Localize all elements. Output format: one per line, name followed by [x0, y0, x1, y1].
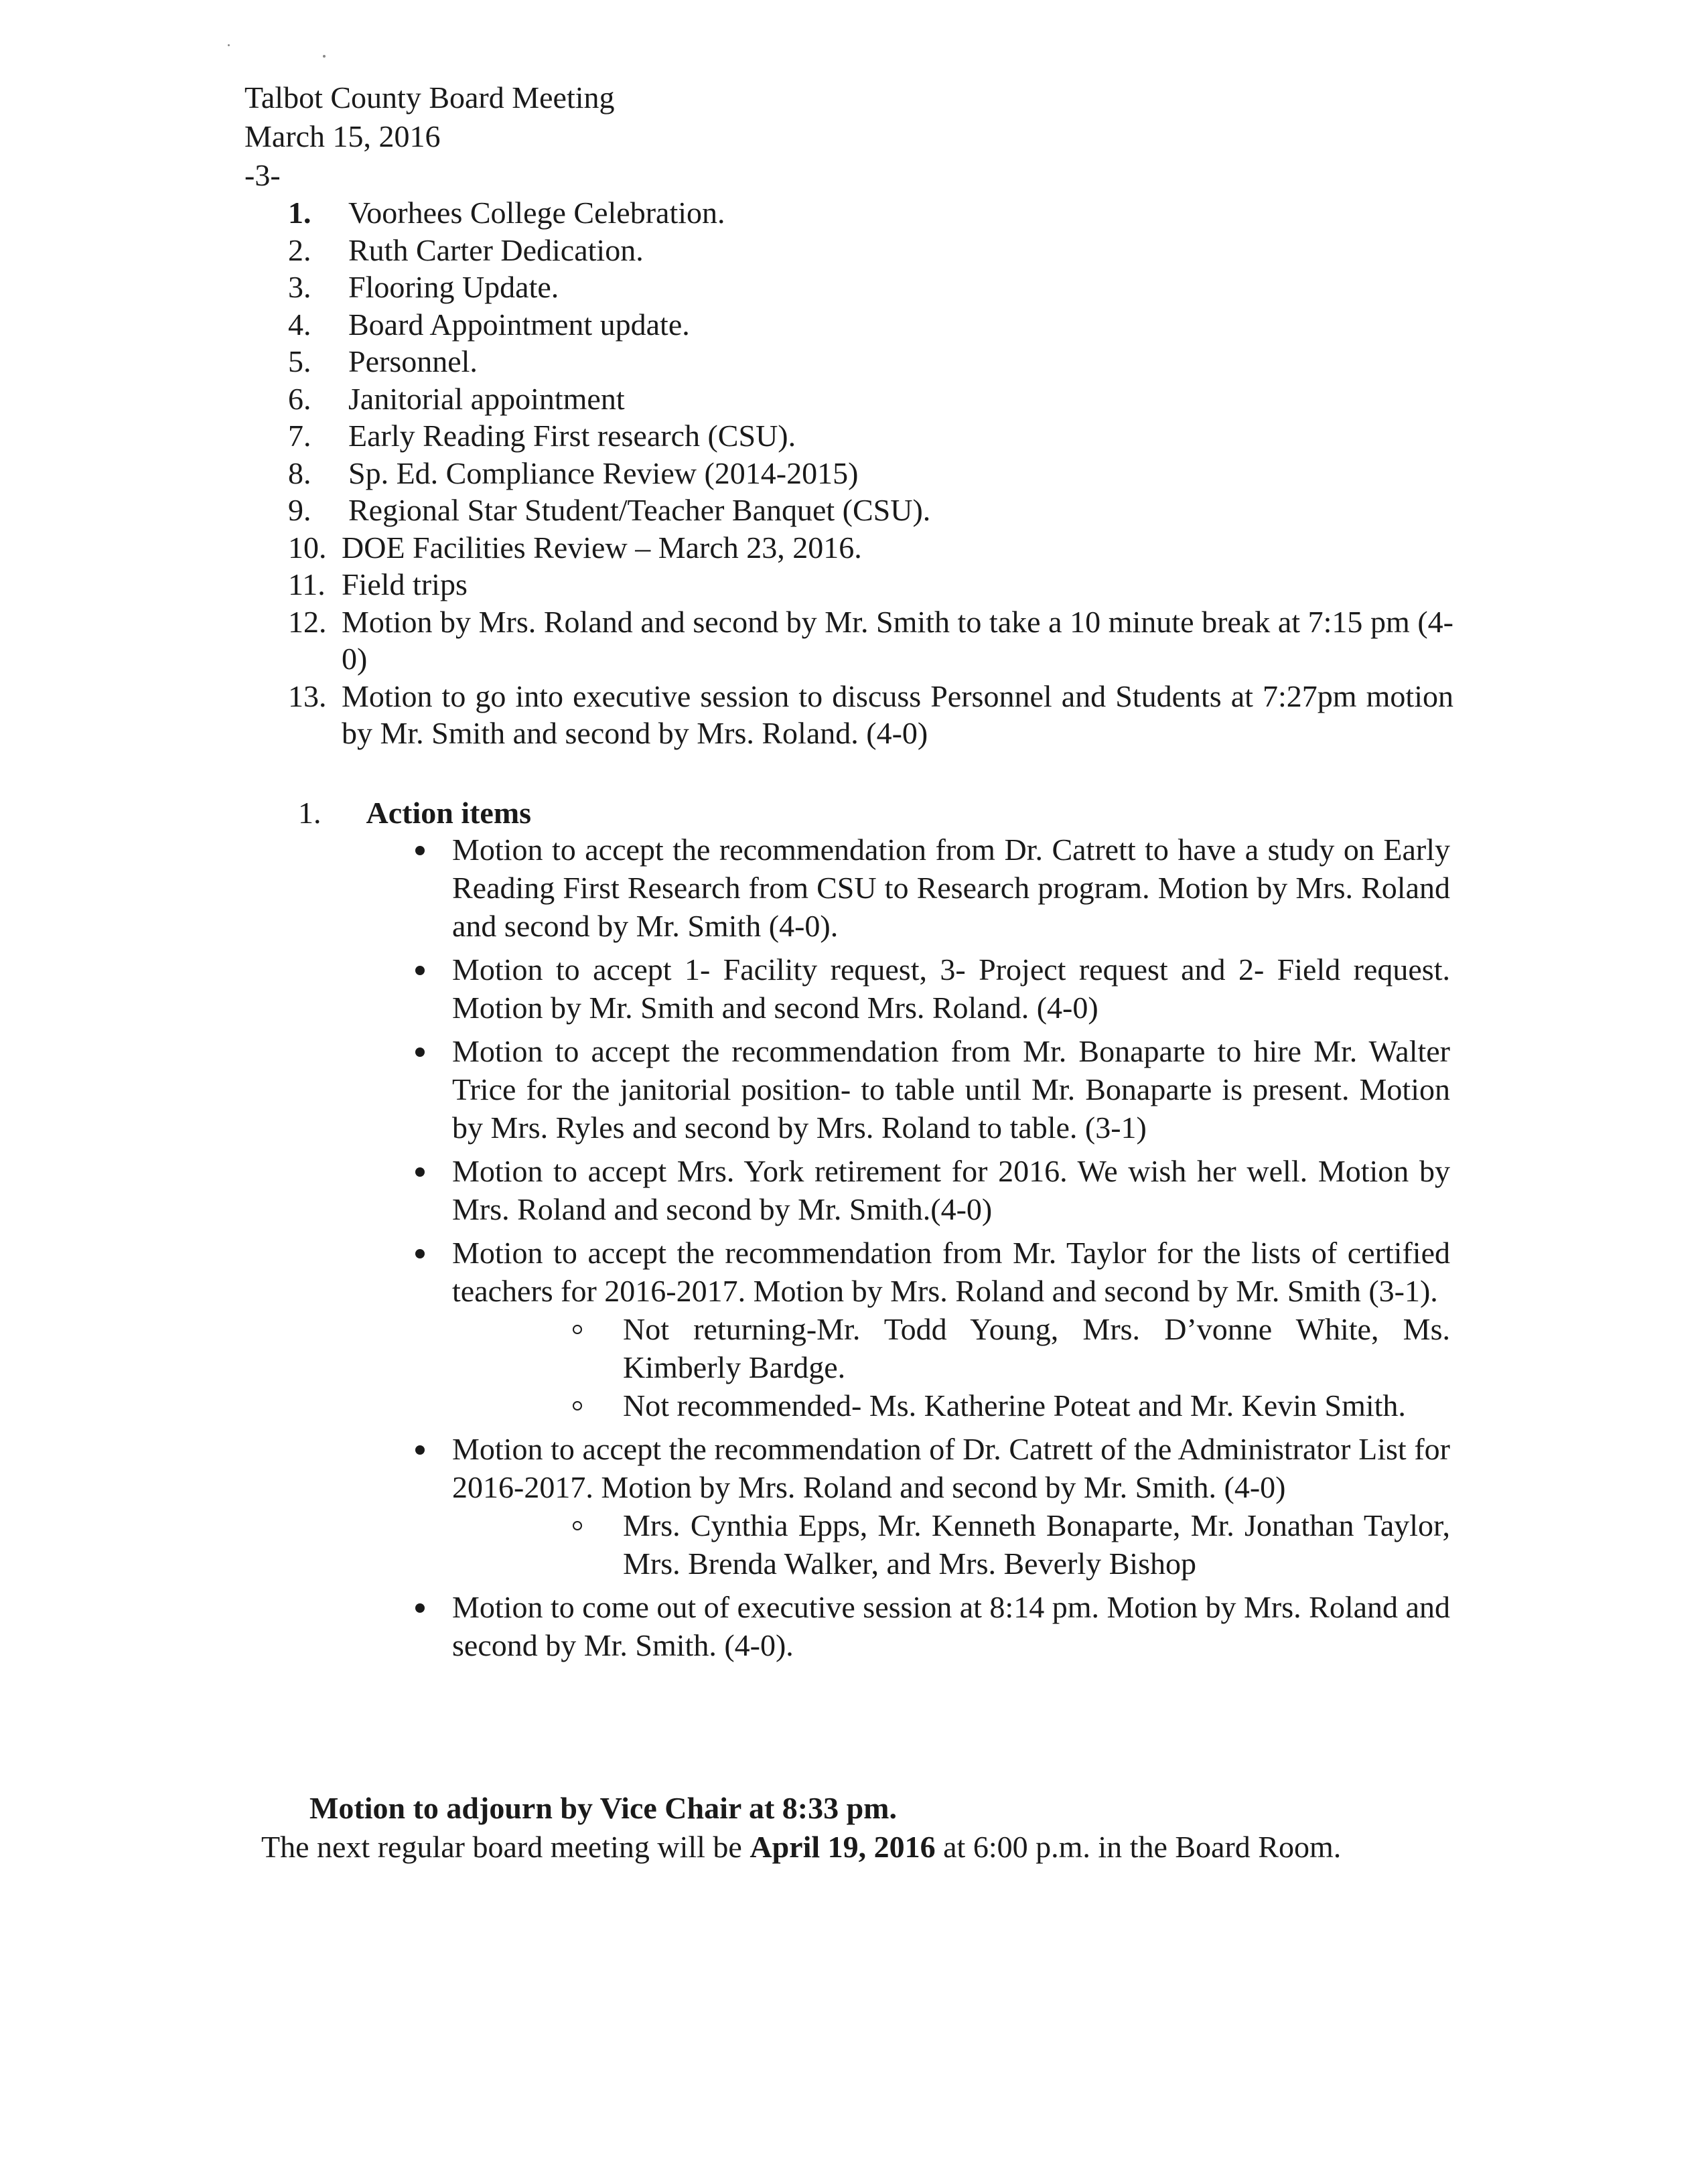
agenda-item-number: 2. — [288, 232, 311, 267]
meeting-date: March 15, 2016 — [244, 119, 441, 153]
agenda-item-number: 3. — [288, 270, 311, 304]
agenda-item-text: Regional Star Student/Teacher Banquet (CSU). — [348, 493, 931, 527]
action-item-text: Motion to accept 1- Facility request, 3- Project request and 2- Field request. Motion by Mr. Smith and second Mrs. Roland. (4-0) — [452, 952, 1450, 1025]
agenda-item-text: Field trips — [342, 567, 468, 601]
agenda-item-number: 4. — [288, 307, 311, 342]
agenda-item-number: 11. — [288, 567, 326, 601]
scan-speck — [323, 55, 326, 58]
agenda-item-text: Sp. Ed. Compliance Review (2014-2015) — [348, 455, 859, 490]
action-item — [415, 1234, 1450, 1425]
agenda-item-number: 5. — [288, 344, 311, 378]
agenda-item-text: Early Reading First research (CSU). — [348, 419, 796, 453]
action-items-label: Action items — [366, 796, 532, 830]
agenda-item-number: 8. — [288, 455, 311, 490]
agenda-item — [288, 417, 1453, 455]
agenda-item — [288, 566, 1453, 603]
meeting-title: Talbot County Board Meeting — [244, 80, 615, 115]
adjourn-motion: Motion to adjourn by Vice Chair at 8:33 pm. — [309, 1791, 897, 1825]
action-item-text: Motion to accept the recommendation from Mr. Bonaparte to hire Mr. Walter Trice for the janitorial position- to table until Mr. Bonaparte is present. Motion by Mrs. Ryles and second by Mrs. Roland to table. (3-1) — [452, 1034, 1450, 1145]
action-item — [415, 1588, 1450, 1664]
agenda-item-text: DOE Facilities Review – March 23, 2016. — [342, 530, 862, 565]
agenda-item-number: 9. — [288, 493, 311, 527]
bullet-dot-icon — [415, 1603, 425, 1613]
bullet-circle-icon — [573, 1325, 582, 1334]
action-subitem-text: Not returning-Mr. Todd Young, Mrs. D’vonne White, Ms. Kimberly Bardge. — [623, 1312, 1450, 1384]
action-items-list — [415, 830, 1450, 1664]
agenda-item — [288, 603, 1453, 678]
action-item — [415, 1430, 1450, 1583]
agenda-item — [288, 678, 1453, 752]
bullet-circle-icon — [573, 1401, 582, 1410]
action-subitem — [573, 1310, 1450, 1386]
next-meeting-prefix: The next regular board meeting will be — [261, 1830, 750, 1864]
agenda-item-text: Personnel. — [348, 344, 478, 378]
agenda-item — [288, 343, 1453, 380]
agenda-item-text: Board Appointment update. — [348, 307, 690, 342]
action-item — [415, 1032, 1450, 1147]
action-item — [415, 950, 1450, 1027]
agenda-item — [288, 380, 1453, 418]
action-item-text: Motion to accept the recommendation of Dr. Catrett of the Administrator List for 2016-2017. Motion by Mrs. Roland and second by Mr. Smith. (4-0) — [452, 1432, 1450, 1504]
scan-speck — [228, 44, 230, 46]
agenda-item — [288, 492, 1453, 529]
action-item-text: Motion to accept the recommendation from Dr. Catrett to have a study on Early Reading First Research from CSU to Research program. Motion by Mrs. Roland and second by Mr. Smith (4-0). — [452, 832, 1450, 943]
bullet-dot-icon — [415, 1167, 425, 1177]
action-subitem-text: Mrs. Cynthia Epps, Mr. Kenneth Bonaparte, Mr. Jonathan Taylor, Mrs. Brenda Walker, and Mrs. Beverly Bishop — [623, 1508, 1450, 1581]
action-item-text: Motion to accept Mrs. York retirement for 2016. We wish her well. Motion by Mrs. Roland and second by Mr. Smith.(4-0) — [452, 1154, 1450, 1226]
action-subitems — [573, 1506, 1450, 1583]
action-item — [415, 830, 1450, 945]
action-item — [415, 1152, 1450, 1228]
agenda-item-text: Motion by Mrs. Roland and second by Mr. Smith to take a 10 minute break at 7:15 pm (4-0) — [342, 604, 1453, 676]
page-marker: -3- — [244, 158, 281, 192]
agenda-item-text: Voorhees College Celebration. — [348, 196, 725, 230]
action-item-text: Motion to come out of executive session at 8:14 pm. Motion by Mrs. Roland and second by Mr. Smith. (4-0). — [452, 1590, 1450, 1662]
agenda-item-text: Flooring Update. — [348, 270, 559, 304]
agenda-list — [288, 194, 1453, 752]
agenda-item — [288, 455, 1453, 492]
action-items-number: 1. — [298, 796, 322, 830]
agenda-item-text: Ruth Carter Dedication. — [348, 232, 644, 267]
action-item-text: Motion to accept the recommendation from Mr. Taylor for the lists of certified teachers for 2016-2017. Motion by Mrs. Roland and second by Mr. Smith (3-1). — [452, 1236, 1450, 1308]
agenda-item-number: 1. — [288, 196, 311, 230]
agenda-item-number: 10. — [288, 530, 327, 565]
agenda-item-text: Motion to go into executive session to discuss Personnel and Students at 7:27pm motion by Mr. Smith and second by Mrs. Roland. (4-0) — [342, 678, 1453, 750]
agenda-item — [288, 194, 1453, 232]
agenda-item-text: Janitorial appointment — [348, 381, 625, 416]
next-meeting-note — [261, 1828, 1341, 1866]
action-items-heading — [298, 794, 531, 832]
agenda-item — [288, 269, 1453, 306]
agenda-item — [288, 306, 1453, 344]
action-subitems — [573, 1310, 1450, 1425]
agenda-item-number: 7. — [288, 419, 311, 453]
bullet-dot-icon — [415, 846, 425, 855]
bullet-dot-icon — [415, 1445, 425, 1455]
action-subitem — [573, 1386, 1450, 1425]
bullet-circle-icon — [573, 1521, 582, 1530]
action-subitem — [573, 1506, 1450, 1583]
agenda-item — [288, 232, 1453, 269]
agenda-item-number: 6. — [288, 381, 311, 416]
bullet-dot-icon — [415, 1249, 425, 1258]
action-subitem-text: Not recommended- Ms. Katherine Poteat and Mr. Kevin Smith. — [623, 1388, 1406, 1423]
next-meeting-suffix: at 6:00 p.m. in the Board Room. — [935, 1830, 1342, 1864]
next-meeting-date: April 19, 2016 — [750, 1830, 936, 1864]
bullet-dot-icon — [415, 966, 425, 975]
bullet-dot-icon — [415, 1047, 425, 1057]
agenda-item — [288, 529, 1453, 567]
agenda-item-number: 13. — [288, 678, 327, 713]
agenda-item-number: 12. — [288, 604, 327, 639]
